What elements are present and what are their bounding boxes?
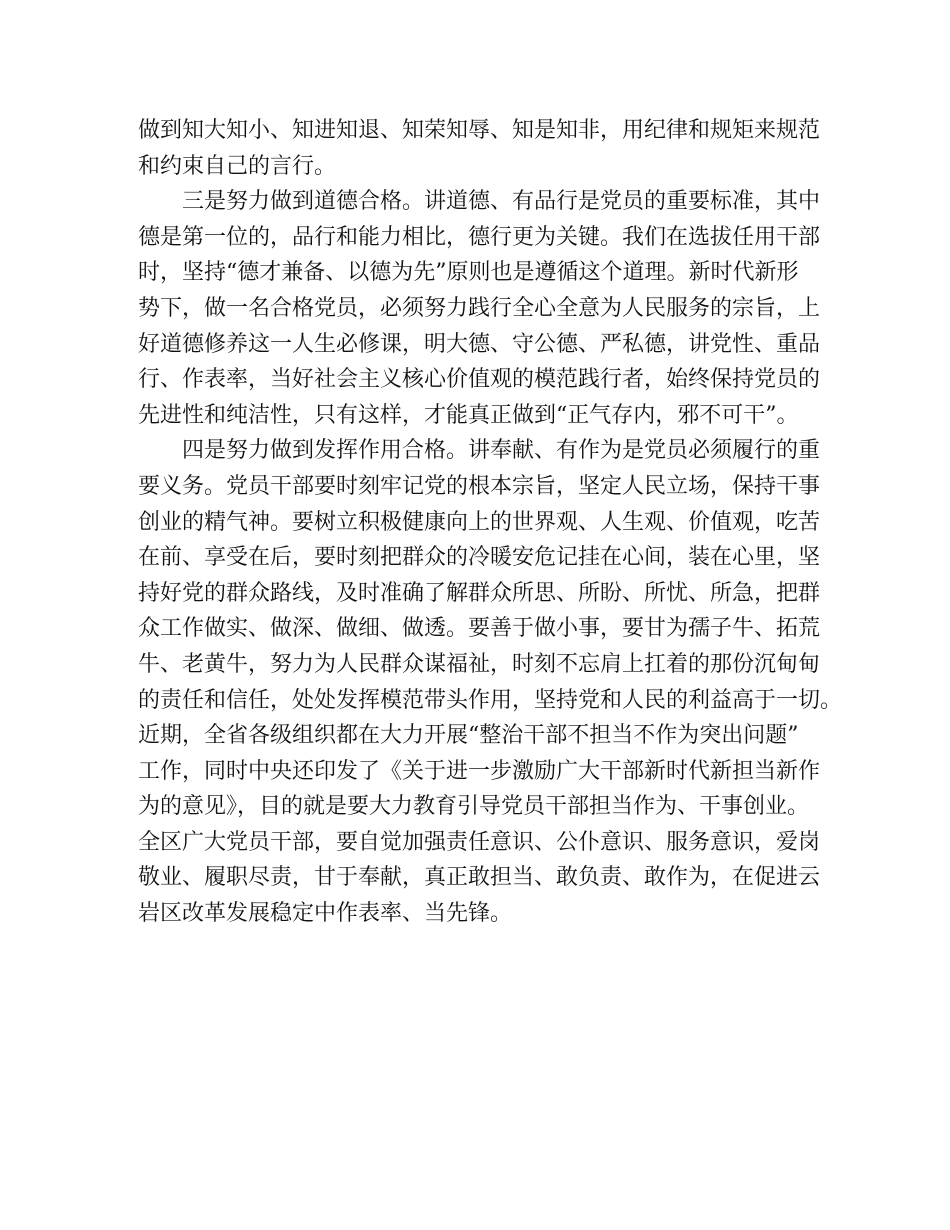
text-line: 和约束自己的言行。 [138,153,337,179]
text-line: 做到知大知小、知进知退、知荣知辱、知是知非，用纪律和规矩来规范 [138,118,821,143]
text-line: 敬业、履职尽责，甘于奉献，真正敢担当、敢负责、敢作为，在促进云 [138,865,821,891]
text-line: 德是第一位的，品行和能力相比，德行更为关键。我们在选拔任用干部 [138,224,821,250]
text-line: 好道德修养这一人生必修课，明大德、守公德、严私德，讲党性、重品 [138,331,821,357]
body-text [138,113,843,932]
text-line: 时，坚持“德才兼备、以德为先”原则也是遵循这个道理。新时代新形 [138,260,799,286]
text-line: 全区广大党员干部，要自觉加强责任意识、公仆意识、服务意识，爱岗 [138,829,821,855]
text-line: 先进性和纯洁性，只有这样，才能真正做到“正气存内，邪不可干”。 [138,402,799,428]
text-line: 的责任和信任，处处发挥模范带头作用，坚持党和人民的利益高于一切。 [138,687,843,713]
text-line: 持好党的群众路线，及时准确了解群众所思、所盼、所忧、所急，把群 [138,580,821,606]
paragraph-start-line: 三是努力做到道德合格。讲道德、有品行是党员的重要标准，其中 [182,189,821,215]
text-line: 工作，同时中央还印发了《关于进一步激励广大干部新时代新担当新作 [138,758,821,784]
text-line: 行、作表率，当好社会主义核心价值观的模范践行者，始终保持党员的 [138,367,821,393]
paragraph-start-line: 四是努力做到发挥作用合格。讲奉献、有作为是党员必须履行的重 [182,438,821,464]
text-line: 为的意见》，目的就是要大力教育引导党员干部担当作为、干事创业。 [138,794,810,820]
text-line: 近期，全省各级组织都在大力开展“整治干部不担当不作为突出问题” [138,723,799,749]
text-line: 岩区改革发展稳定中作表率、当先锋。 [138,901,513,927]
text-line: 众工作做实、做深、做细、做透。要善于做小事，要甘为孺子牛、拓荒 [138,616,821,642]
text-line: 要义务。党员干部要时刻牢记党的根本宗旨，坚定人民立场，保持干事 [138,473,821,499]
text-line: 势下，做一名合格党员，必须努力践行全心全意为人民服务的宗旨，上 [138,295,821,321]
text-line: 在前、享受在后，要时刻把群众的冷暖安危记挂在心间，装在心里，坚 [138,545,821,571]
text-line: 创业的精气神。要树立积极健康向上的世界观、人生观、价值观，吃苦 [138,509,821,535]
text-line: 牛、老黄牛，努力为人民群众谋福祉，时刻不忘肩上扛着的那份沉甸甸 [138,651,821,677]
